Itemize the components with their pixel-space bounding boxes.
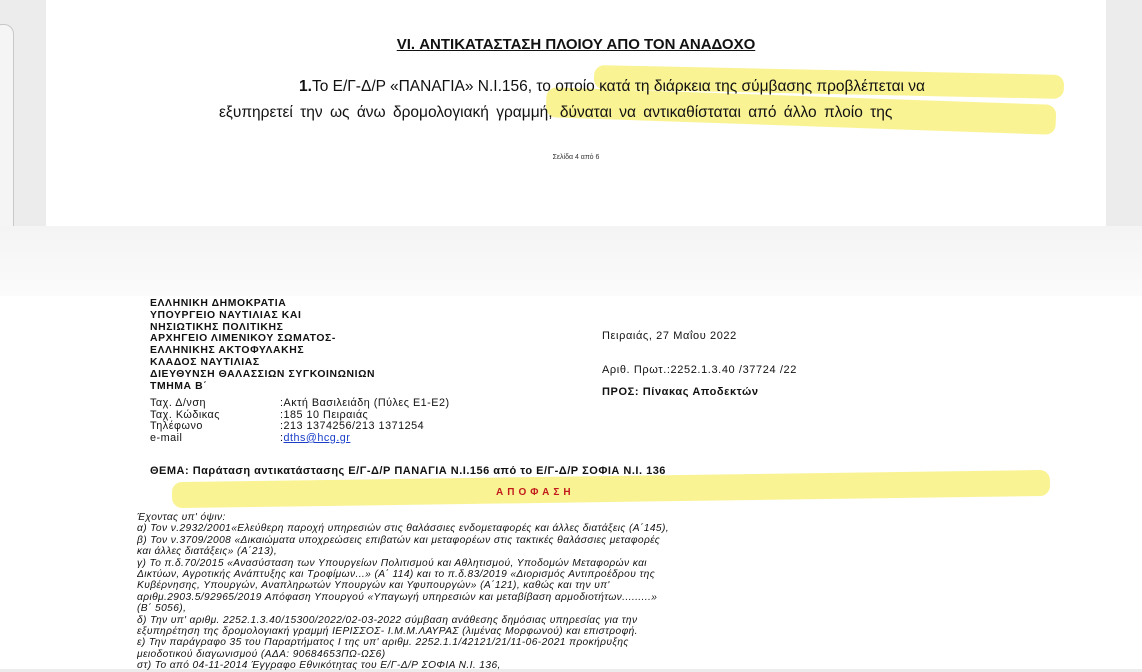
body-line: α) Τον ν.2932/2001«Ελεύθερη παροχή υπηρεσιών στις θαλάσσιες ενδομεταφορές και άλλες διατάξεις (Α΄145), (137, 523, 669, 535)
paragraph-line-1 (299, 78, 925, 96)
email-label: e-mail (150, 431, 183, 444)
contact-value: :213 1374256/213 1371254 (280, 420, 425, 433)
decision-heading: ΑΠΟΦΑΣΗ (496, 487, 575, 498)
body-line: εξυπηρέτηση της δρομολογιακή γραμμή ΙΕΡΙΣΣΟΣ- Ι.Μ.Μ.ΛΑΥΡΑΣ (λιμένας Μορφωνού) και επιστροφή. (137, 626, 638, 638)
paragraph-number: 1. (299, 78, 312, 95)
recipients-line: ΠΡΟΣ: Πίνακας Αποδεκτών (602, 386, 759, 398)
side-panel-edge (0, 24, 14, 236)
body-line: μειοδοτικού διαγωνισμού (ΑΔΑ: 90684653ΠΩ-ΩΣ6) (137, 648, 386, 660)
paragraph-text-1: Το Ε/Γ-Δ/Ρ «ΠΑΝΑΓΙΑ» Ν.Ι.156, το οποίο κατά τη διάρκεια της σύμβασης προβλέπεται να (311, 78, 926, 95)
sender-line: ΔΙΕΥΘΥΝΣΗ ΘΑΛΑΣΣΙΩΝ ΣΥΓΚΟΙΝΩΝΙΩΝ (150, 368, 376, 380)
section-title: VI. ΑΝΤΙΚΑΤΑΣΤΑΣΗ ΠΛΟΙΟΥ ΑΠΟ ΤΟΝ ΑΝΑΔΟΧΟ (396, 36, 756, 53)
sender-line: ΥΠΟΥΡΓΕΙΟ ΝΑΥΤΙΛΙΑΣ ΚΑΙ (150, 309, 302, 321)
sender-line: ΚΛΑΔΟΣ ΝΑΥΤΙΛΙΑΣ (150, 356, 260, 368)
contact-label: Τηλέφωνο (150, 420, 203, 433)
email-link[interactable]: dths@hcg.gr (283, 431, 351, 444)
sender-line: ΑΡΧΗΓΕΙΟ ΛΙΜΕΝΙΚΟΥ ΣΩΜΑΤΟΣ- (150, 333, 336, 345)
protocol-number: Αριθ. Πρωτ.:2252.1.3.40 /37724 /22 (602, 364, 797, 376)
body-line: αριθμ.2903.5/92965/2019 Απόφαση Υπουργού «Υπαγωγή υπηρεσιών και μεταβίβαση αρμοδιοτήτων.........» (137, 591, 658, 603)
decision-body (137, 512, 957, 672)
sender-block (150, 298, 375, 392)
document-date: Πειραιάς, 27 Μαΐου 2022 (602, 330, 737, 342)
contact-value: :Ακτή Βασιλειάδη (Πύλες Ε1-Ε2) (280, 397, 450, 409)
body-line: β) Τον ν.3709/2008 «Δικαιώματα υποχρεώσεις επιβατών και μεταφορέων στις τακτικές θαλάσσιες μεταφορές (137, 534, 661, 546)
paragraph-line-2: εξυπηρετεί την ως άνω δρομολογιακή γραμμή, δύναται να αντικαθίσταται από άλλο πλοίο της (219, 104, 893, 121)
body-line: Έχοντας υπ' όψιν: (137, 512, 226, 523)
body-line: Δικτύων, Αγροτικής Ανάπτυξης και Τροφίμων...» (Α΄ 114) και το π.δ.83/2019 «Διορισμός Αντιπροέδρου της (137, 569, 656, 581)
sender-line: ΤΜΗΜΑ Β΄ (150, 380, 208, 392)
body-line: (Β΄ 5056), (137, 603, 187, 615)
subject-line: ΘΕΜΑ: Παράταση αντικατάστασης Ε/Γ-Δ/Ρ ΠΑΝΑΓΙΑ Ν.Ι.156 από το Ε/Γ-Δ/Ρ ΣΟΦΙΑ Ν.Ι. 136 (150, 465, 666, 477)
sender-line: ΕΛΛΗΝΙΚΗΣ ΑΚΤΟΦΥΛΑΚΗΣ (150, 345, 305, 357)
sender-line: ΝΗΣΙΩΤΙΚΗΣ ΠΟΛΙΤΙΚΗΣ (150, 321, 284, 333)
body-line: στ) Το από 04-11-2014 Έγγραφο Εθνικότητας του Ε/Γ-Δ/Ρ ΣΟΦΙΑ Ν.Ι. 136, (137, 660, 501, 672)
email-prefix: : (280, 431, 284, 444)
page-separator (0, 226, 1142, 296)
sender-line: ΕΛΛΗΝΙΚΗ ΔΗΜΟΚΡΑΤΙΑ (150, 298, 287, 309)
page-footer: Σελίδα 4 από 6 (552, 154, 600, 161)
contact-row (150, 398, 450, 410)
document-page-top (46, 0, 1106, 226)
body-line: δ) Την υπ' αριθμ. 2252.1.3.40/15300/2022/02-03-2022 σύμβαση ανάθεσης δημόσιας υπηρεσίας για την (137, 614, 638, 626)
body-line: γ) Το π.δ.70/2015 «Ανασύσταση των Υπουργείων Πολιτισμού και Αθλητισμού, Υποδομών Μεταφορών και (137, 557, 647, 569)
document-page-bottom (0, 296, 1142, 672)
contact-block (150, 398, 450, 444)
contact-value: :185 10 Πειραιάς (280, 408, 369, 421)
body-line: Κυβέρνησης, Υπουργών, Αναπληρωτών Υπουργών και Υφυπουργών» (Α΄121), καθώς και την υπ' (137, 580, 610, 592)
contact-row (150, 433, 450, 445)
body-line: και άλλες διατάξεις» (Α΄213), (137, 546, 278, 558)
body-line: ε) Την παράγραφο 35 του Παραρτήματος Ι της υπ' αριθμ. 2252.1.1/42121/21/11-06-2021 προκήρυξης (137, 637, 629, 649)
contact-label: Ταχ. Δ/νση (150, 397, 206, 409)
contact-label: Ταχ. Κώδικας (150, 408, 220, 421)
